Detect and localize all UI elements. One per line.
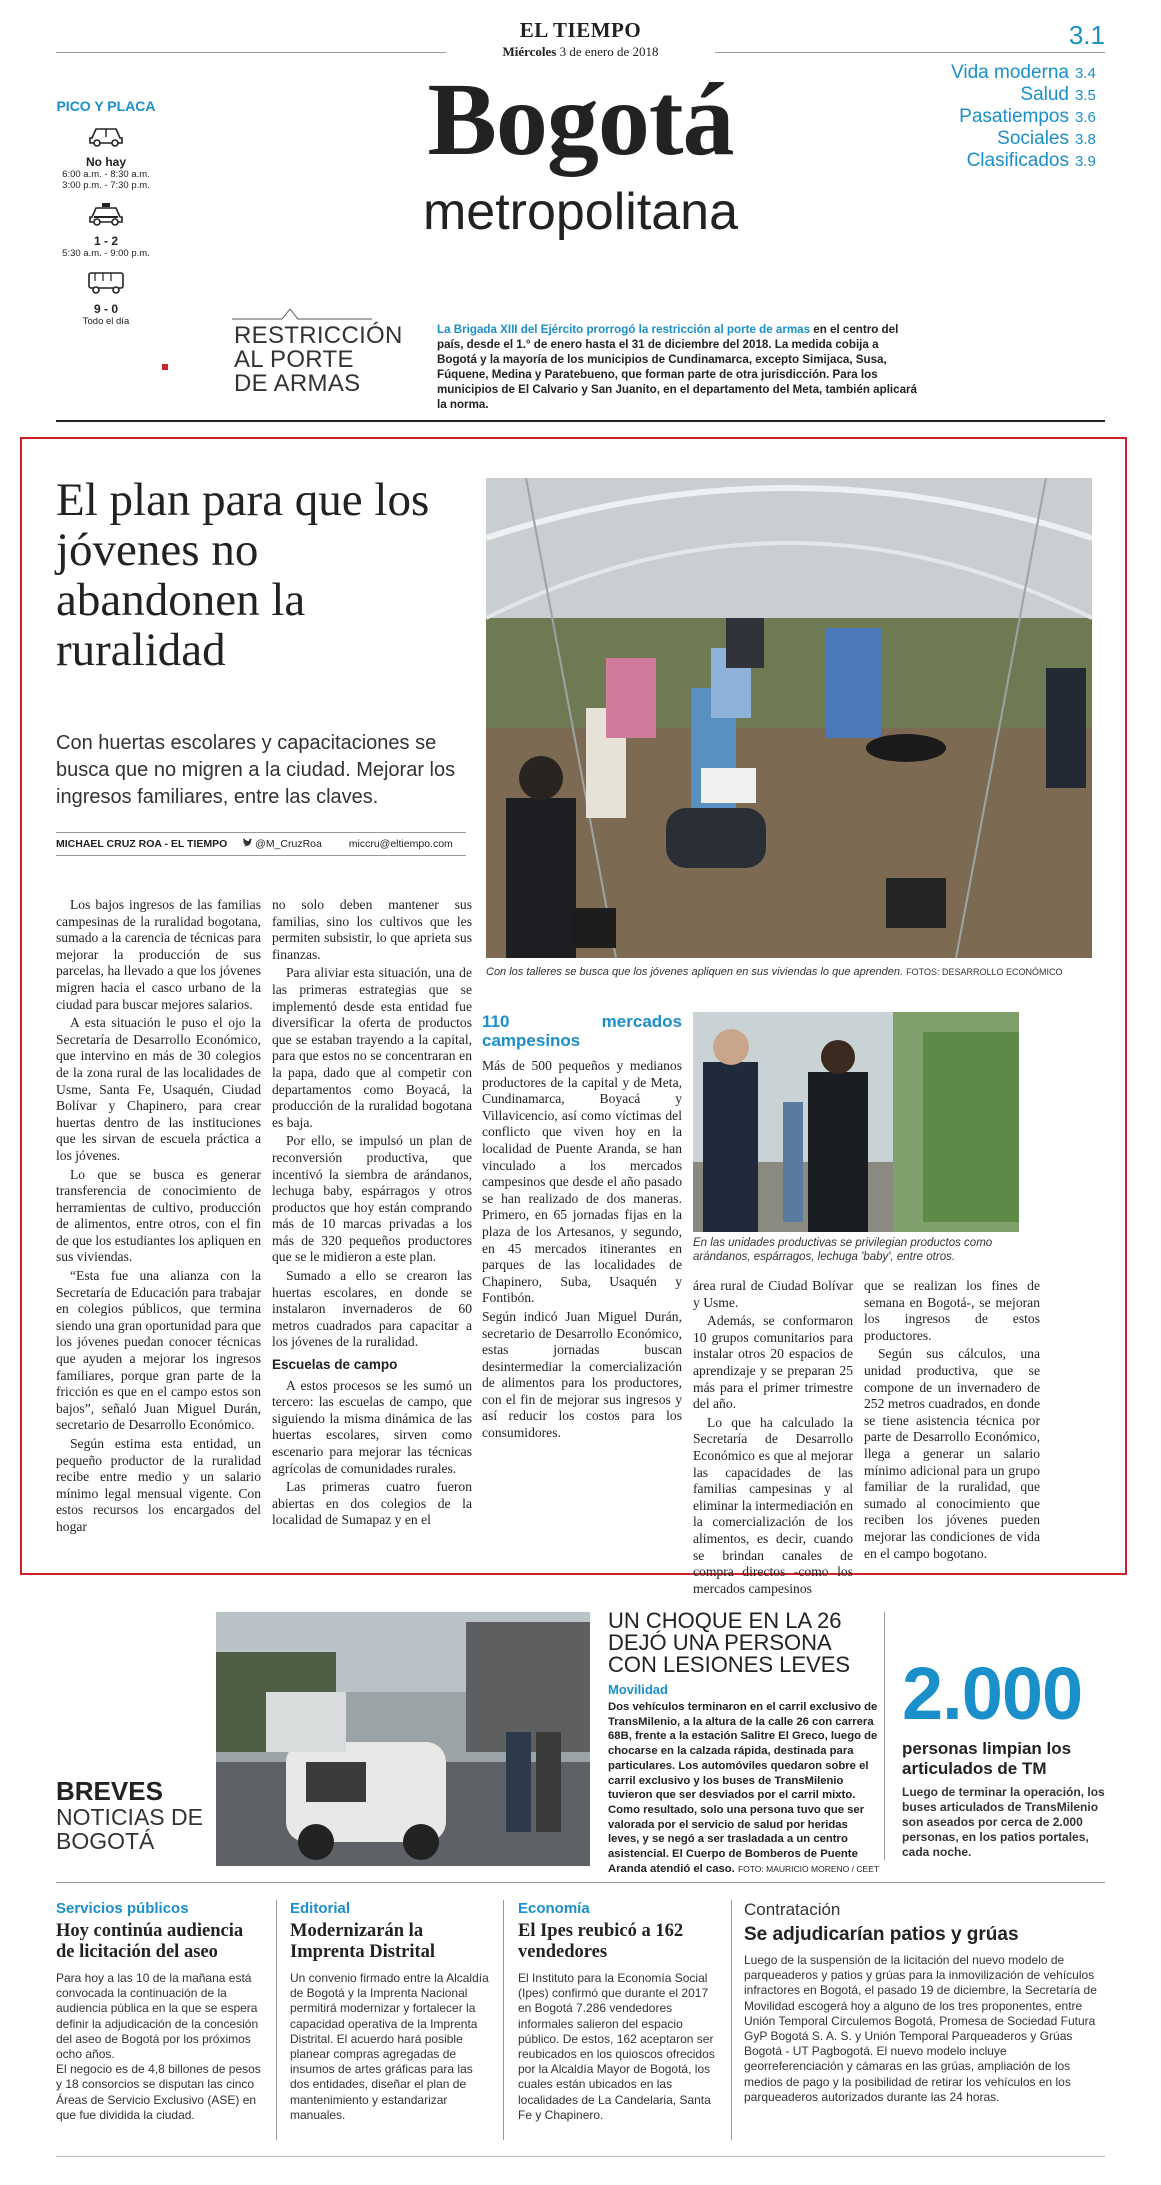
paragraph: Sumado a ello se crearon las huertas escolares, en donde se instalaron invernaderos de 60 metros cuadrados para capacitar a los jóvenes de la ruralidad. xyxy=(272,1268,472,1350)
restriccion-heading xyxy=(234,324,414,396)
pico-y-placa-block xyxy=(56,201,156,259)
index-page: 3.5 xyxy=(1075,87,1096,104)
choque-brief xyxy=(608,1610,880,1876)
index-item[interactable] xyxy=(951,128,1105,150)
productive-unit-photo xyxy=(693,1012,1019,1232)
brief-item xyxy=(56,1900,261,2123)
newspaper-brand: EL TIEMPO xyxy=(519,18,642,42)
index-label: Sociales xyxy=(997,128,1069,149)
story-column-4 xyxy=(693,1278,853,1599)
pico-y-placa-time: Todo el día xyxy=(82,316,130,327)
index-item[interactable] xyxy=(951,62,1105,84)
index-label: Vida moderna xyxy=(951,62,1069,83)
stat-box xyxy=(902,1652,1117,1860)
restriccion-text xyxy=(437,322,921,412)
restriccion-heading-line: RESTRICCIÓN xyxy=(234,322,403,349)
breves-label-line: BOGOTÁ xyxy=(56,1828,155,1854)
story-column-1 xyxy=(56,897,261,1538)
brief-item xyxy=(518,1900,718,2123)
stat-text: Luego de terminar la operación, los buses articulados de TransMilenio son aseados por cerca de 2.000 personas, en los patios portales, cada noche. xyxy=(902,1785,1105,1859)
byline xyxy=(56,832,466,856)
brief-section: Contratación xyxy=(744,1900,841,1919)
paragraph: “Esta fue una alianza con la Secretaría de Educación para trabajar en colegios públicos, que termina siendo una gran oportunidad para que los jóvenes puedan conocer técnicas que ayuden a mejorar los ingresos familiares, porque gran parte de la fricción es que en el campo estos son bajos”, señaló Juan Miguel Durán, secretario de Desarrollo Económico. xyxy=(56,1268,261,1433)
restriccion-heading-line: AL PORTE xyxy=(234,346,354,373)
main-headline: El plan para que los jóvenes no abandonen la ruralidad xyxy=(56,474,430,676)
index-page: 3.8 xyxy=(1075,131,1096,148)
index-item[interactable] xyxy=(951,106,1105,128)
brief-body: Un convenio firmado entre la Alcaldía de Bogotá y la Imprenta Nacional permitirá modernizar y fortalecer la capacidad operativa de la Imprenta Distrital. El acuerdo hará posible planear compras agregadas de insumos de artes gráficas para las dos entidades, diseñar el plan de mantenimiento y estandarizar manuales. xyxy=(290,1971,489,2122)
paragraph: Según sus cálculos, una unidad productiva, que se compone de un invernadero de 252 metros cuadrados, en donde se tiene asistencia técnica por parte de Desarrollo Económico, llega a generar un salario mínimo adicional para un grupo familiar de la ruralidad, que sumado al conocimiento que reciben los jóvenes pueden mejorar las condiciones de vida en el campo bogotano. xyxy=(864,1346,1040,1561)
restriccion-heading-line: DE ARMAS xyxy=(234,370,361,397)
paragraph: A esta situación le puso el ojo la Secretaría de Desarrollo Económico, que intervino en más de 30 colegios de la zona rural de las localidades de Usme, Santa Fe, Usaquén, Ciudad Bolívar y Chapinero, para crear huertas dentro de las instituciones que les sirvan de escuela práctica a los jóvenes. xyxy=(56,1015,261,1163)
choque-credit: FOTO: MAURICIO MORENO / CEET xyxy=(737,1863,880,1874)
column-separator xyxy=(276,1900,277,2140)
paragraph: Según indicó Juan Miguel Durán, secretario de Desarrollo Económico, estas jornadas buscan desintermediar la comercialización de alimentos para los productores, con el fin de mejorar sus ingresos y así reducir los costos para los consumidores. xyxy=(482,1308,682,1441)
column-separator xyxy=(503,1900,504,2140)
pico-y-placa-time: 3:00 p.m. - 7:30 p.m. xyxy=(62,180,150,191)
byline-twitter-handle: @M_CruzRoa xyxy=(255,838,322,850)
paragraph: A estos procesos se les sumó un tercero: las escuelas de campo, que siguiendo la misma dinámica de las huertas escolares, sirven como escenario para mejorar las técnicas agrícolas de comunidades rurales. xyxy=(272,1377,472,1476)
car-icon xyxy=(86,122,126,148)
date-rest: 3 de enero de 2018 xyxy=(559,44,659,59)
paragraph: Por ello, se impulsó un plan de reconversión productiva, que incentivó la siembra de arándanos, lechuga baby, espárragos y otros productos que hoy están comprando más de 10 marcas privadas a los más de 320 pequeños productores que se le midieron a este plan. xyxy=(272,1133,472,1265)
paragraph: Lo que ha calculado la Secretaría de Desarrollo Económico es que al mejorar las capacidades de las familias campesinas y al eliminar la intermediación en la comercialización de los alimentos, es decir, cuando se brindan canales de compra directos -como los mercados campesinos xyxy=(693,1414,853,1596)
paragraph: Más de 500 pequeños y medianos productores de la capital y de Meta, Cundinamarca, Boyacá y Villavicencio, así como víctimas del conflicto que viven hoy en la localidad de Puente Aranda, se han vinculado a los mercados campesinos que desde el año pasado se han realizado de dos maneras. Primero, en 65 jornadas fijas en la plaza de los Artesanos, y segundo, en 45 mercados itinerantes en parques de las localidades de Chapinero, Suba, Usaquén y Fontibón. xyxy=(482,1058,682,1306)
brief-headline: El Ipes reubicó a 162 vendedores xyxy=(518,1921,684,1962)
page-bottom-rule xyxy=(56,2156,1105,2157)
header-bottom-rule xyxy=(56,420,1105,422)
paragraph: área rural de Ciudad Bolívar y Usme. xyxy=(693,1278,853,1310)
taxi-icon xyxy=(86,201,126,227)
index-page: 3.6 xyxy=(1075,109,1096,126)
brief-body: Luego de la suspensión de la licitación del nuevo modelo de parqueaderos y patios y grúas para la inmovilización de vehículos infractores en Bogotá, el pasado 19 de diciembre, la Secretaría de Movilidad escogerá hoy a alguno de los tres proponentes, entre Unión Temporal Circulemos Bogotá, Promesa de Sociedad Futura GyP Bogotá S. A. S. y Unión Temporal Parqueaderos y Grúas Bogotá - UT Pagbogotá. El nuevo modelo incluye georreferenciación y cámaras en las grúas, ampliación de los medios de pago y la posibilidad de retirar los vehículos en los parqueaderos autorizados durante las 24 horas. xyxy=(744,1953,1097,2104)
pico-y-placa-time: 5:30 a.m. - 9:00 p.m. xyxy=(62,248,150,259)
choque-headline: UN CHOQUE EN LA 26 DEJÓ UNA PERSONA CON LESIONES LEVES xyxy=(608,1608,851,1677)
index-label: Pasatiempos xyxy=(959,106,1069,127)
paragraph: no solo deben mantener sus familias, sino los cultivos que les permiten subsistir, lo que aprieta sus finanzas. xyxy=(272,897,472,962)
column-separator xyxy=(731,1900,732,2140)
section-title: Bogotá xyxy=(427,62,734,177)
story-column-5 xyxy=(864,1278,1040,1564)
brief-headline: Se adjudicarían patios y grúas xyxy=(744,1924,1019,1945)
pico-y-placa xyxy=(56,98,156,337)
choque-body xyxy=(608,1700,880,1876)
paragraph: Los bajos ingresos de las familias campesinas de la ruralidad bogotana, sumado a la carencia de técnicas para mejorar la producción de sus parcelas, ha llevado a que los jóvenes migren hacia el casco urbano de la ciudad para buscar mejores salarios. xyxy=(56,897,261,1012)
subhead-mercados: 110 mercados campesinos xyxy=(482,1012,682,1050)
pico-y-placa-block xyxy=(56,122,156,191)
crash-photo xyxy=(216,1612,590,1866)
brief-section: Economía xyxy=(518,1900,590,1917)
byline-email[interactable]: miccru@eltiempo.com xyxy=(348,838,453,850)
section-subtitle: metropolitana xyxy=(422,183,739,241)
brief-headline: Modernizarán la Imprenta Distrital xyxy=(290,1921,436,1962)
stat-label: personas limpian los articulados de TM xyxy=(902,1739,1072,1778)
date-day: Miércoles xyxy=(502,44,557,59)
greenhouse-photo xyxy=(486,478,1092,958)
paragraph: Las primeras cuatro fueron abiertas en dos colegios de la localidad de Sumapaz y en el xyxy=(272,1479,472,1528)
index-page: 3.9 xyxy=(1075,153,1096,170)
main-deck: Con huertas escolares y capacitaciones se busca que no migren a la ciudad. Mejorar los ingresos familiares, entre las claves. xyxy=(56,732,456,808)
twitter-icon xyxy=(242,838,252,847)
breves-label-line: NOTICIAS DE xyxy=(56,1804,203,1830)
brief-section: Editorial xyxy=(290,1900,351,1917)
choque-body-text: Dos vehículos terminaron en el carril exclusivo de TransMilenio, a la altura de la calle 26 con carrera 68B, frente a la estación Salitre El Greco, luego de chocarse en la calzada rápida, destinada para particulares. Los automóviles quedaron sobre el carril exclusivo y los buses de TransMilenio tuvieron que ser desviados por el carril mixto. Como resultado, solo una persona tuvo que ser valorada por el servicio de salud por heridas leves, y se negó a ser trasladada a un centro asistencial. El Cuerpo de Bomberos de Puente Aranda atendió el caso. xyxy=(608,1701,878,1875)
index-item[interactable] xyxy=(951,150,1105,172)
index-page: 3.4 xyxy=(1075,65,1096,82)
choque-section: Movilidad xyxy=(608,1682,668,1697)
paragraph: Además, se conformaron 10 grupos comunitarios para instalar otros 20 espacios de aprendizaje y se preparan 25 más para el primer trimestre del año. xyxy=(693,1313,853,1412)
masthead-rule-right xyxy=(715,52,1105,53)
pico-y-placa-block xyxy=(56,269,156,327)
column-separator xyxy=(884,1612,885,1860)
subhead-escuelas: Escuelas de campo xyxy=(272,1357,398,1373)
paragraph: que se realizan los fines de semana en Bogotá-, se mejoran los ingresos de estos productores. xyxy=(864,1278,1040,1343)
page-number: 3.1 xyxy=(1068,20,1105,50)
stat-number: 2.000 xyxy=(902,1652,1083,1735)
breves-label xyxy=(56,1778,206,1853)
brief-item xyxy=(290,1900,490,2123)
pico-y-placa-number: 1 - 2 xyxy=(93,234,118,248)
story-column-3 xyxy=(482,1012,682,1444)
paragraph: Según estima esta entidad, un pequeño productor de la ruralidad recibe entre medio y un salario mínimo legal mensual vigente. Con estos recursos los encargados del hogar xyxy=(56,1436,261,1534)
brief-body: El Instituto para la Economía Social (Ipes) confirmó que durante el 2017 en Bogotá 7.286 vendedores informales salieron del espacio público. De estos, 162 aceptaron ser reubicados en los quioscos ofrecidos por la Alcaldía Mayor de Bogotá, los cuales están ubicados en las localidades de La Candelaria, Santa Fe y Chapinero. xyxy=(518,1971,715,2122)
red-marker xyxy=(162,364,168,370)
pico-y-placa-title: PICO Y PLACA xyxy=(56,98,156,114)
truck-icon xyxy=(86,269,126,295)
photo2-caption: En las unidades productivas se privilegian productos como arándanos, espárragos, lechuga 'baby', entre otros. xyxy=(693,1237,993,1263)
index-label: Salud xyxy=(1020,84,1069,105)
pico-y-placa-time: 6:00 a.m. - 8:30 a.m. xyxy=(62,169,150,180)
brief-item xyxy=(744,1900,1104,2105)
breves-rule xyxy=(56,1882,1105,1883)
photo-caption-text: Con los talleres se busca que los jóvenes apliquen en sus viviendas lo que aprenden. xyxy=(486,966,904,978)
byline-twitter[interactable] xyxy=(242,838,334,850)
masthead-rule-left xyxy=(56,52,446,53)
photo-caption xyxy=(486,966,1092,978)
brief-body: Para hoy a las 10 de la mañana está convocada la continuación de la audiencia pública en la que se espera definir la adjudicación de la concesión del aseo de Bogotá por los próximos ocho años. El negocio es de 4,8 billones de pesos y 18 consorcios se disputan las cinco Áreas de Servicio Exclusivo (ASE) en que fue dividida la ciudad. xyxy=(56,1971,261,2122)
pico-y-placa-number: No hay xyxy=(85,155,126,169)
restriccion-body: en el centro del país, desde el 1.° de enero hasta el 31 de diciembre del 2018. La medida cobija a Bogotá y la mayoría de los municipios de Cundinamarca, excepto Simijaca, Susa, Fúquene, Medina y Paratebueno, que forman parte de otra jurisdicción. Para los municipios de El Calvario y San Juanito, en el departamento del Meta, también aplicará la norma. xyxy=(437,323,917,411)
brief-section: Servicios públicos xyxy=(56,1900,189,1917)
paragraph: Lo que se busca es generar transferencia de conocimiento de herramientas de cultivo, producción de alimentos, entre otros, con el fin de que los estudiantes los apliquen en sus viviendas. xyxy=(56,1166,261,1265)
breves-label-top: BREVES xyxy=(56,1776,163,1806)
story-column-2 xyxy=(272,897,472,1531)
pico-y-placa-number: 9 - 0 xyxy=(93,302,118,316)
section-index xyxy=(951,62,1105,172)
paragraph: Para aliviar esta situación, una de las primeras estrategias que se implementó desde esta entidad fue diversificar la oferta de productos que se estaban trayendo a la capital, para que estos no se concentraran en la papa, dado que al competir con departamentos como Boyacá, la producción de la ruralidad bogotana es baja. xyxy=(272,965,472,1130)
brief-headline: Hoy continúa audiencia de licitación del aseo xyxy=(56,1921,244,1962)
restriccion-lead: La Brigada XIII del Ejército prorrogó la restricción al porte de armas xyxy=(437,323,811,336)
tab-marker-icon xyxy=(232,306,372,320)
index-label: Clasificados xyxy=(966,150,1069,171)
byline-author: MICHAEL CRUZ ROA - EL TIEMPO xyxy=(56,838,228,850)
index-item[interactable] xyxy=(951,84,1105,106)
photo-credit: FOTOS: DESARROLLO ECONÓMICO xyxy=(906,967,1063,977)
